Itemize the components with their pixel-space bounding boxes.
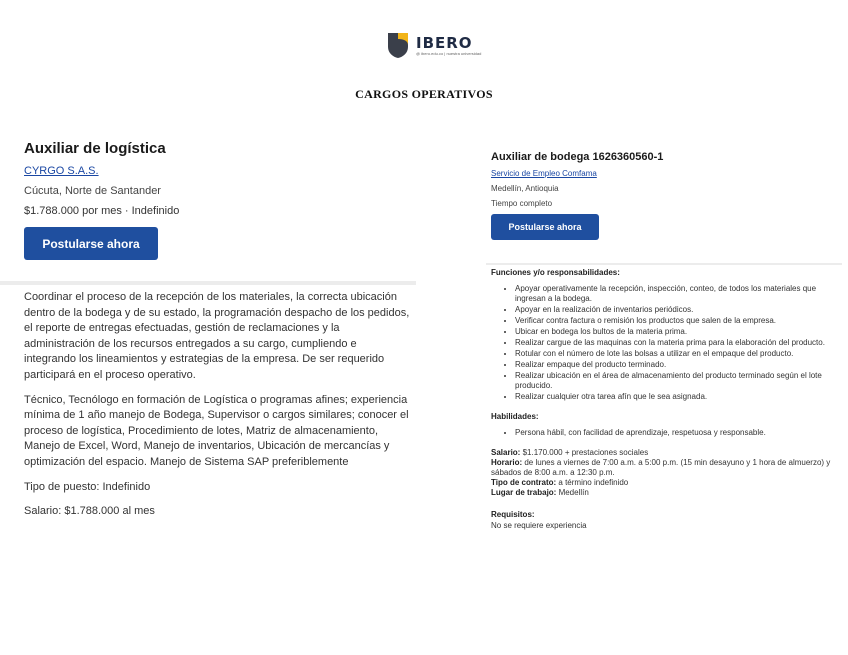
salary-label: Salario: <box>491 448 521 457</box>
salary-line: $1.788.000 por mes · Indefinido <box>24 205 180 217</box>
place-value: Medellín <box>556 488 589 497</box>
job-title: Auxiliar de logística <box>24 140 166 157</box>
list-item: • Apoyar operativamente la recepción, inspección, conteo, de todos los materiales que ingresan a la bodega. <box>515 284 836 304</box>
list-item: • Verificar contra factura o remisión los productos que salen de la empresa. <box>515 316 836 326</box>
job-location: Medellín, Antioquia <box>491 184 559 193</box>
requirements-value: No se requiere experiencia <box>491 521 587 530</box>
job-location: Cúcuta, Norte de Santander <box>24 185 161 197</box>
skills-heading: Habilidades: <box>491 412 539 421</box>
list-item: • Realizar cualquier otra tarea afín que le sea asignada. <box>515 392 836 402</box>
company-link[interactable]: Servicio de Empleo Comfama <box>491 169 597 178</box>
list-item: • Realizar empaque del producto terminado. <box>515 360 836 370</box>
job-card-left <box>24 140 416 260</box>
divider <box>0 281 416 285</box>
contract-label: Tipo de contrato: <box>491 478 557 487</box>
hours-detail <box>491 458 836 478</box>
job-type: Tipo de puesto: Indefinido <box>24 480 151 493</box>
requirements-heading: Requisitos: <box>491 510 535 519</box>
hours-label: Horario: <box>491 458 523 467</box>
hours-value: de lunes a viernes de 7:00 a.m. a 5:00 p.m. (15 min desayuno y 1 hora de almuerzo) y sábados de 8:00 a.m. a 12:30 p.m. <box>491 458 831 477</box>
list-item: • Ubicar en bodega los bultos de la materia prima. <box>515 327 836 337</box>
job-card-right <box>491 151 836 240</box>
salary-detail <box>491 448 836 458</box>
job-details <box>491 448 836 498</box>
salary-text: Salario: $1.788.000 al mes <box>24 505 155 518</box>
list-item: • Realizar cargue de las maquinas con la materia prima para la elaboración del producto. <box>515 338 836 348</box>
job-schedule: Tiempo completo <box>491 199 553 208</box>
brand-subtitle: @ ibero.edu.co | nuestra universidad <box>416 50 482 56</box>
brand-name: IBERO <box>416 33 473 52</box>
apply-button[interactable]: Postularse ahora <box>24 227 158 260</box>
description-paragraph: Coordinar el proceso de la recepción de los materiales, la correcta ubicación dentro de la bodega y de su estado, la programación despacho de los pedidos, el reporte de entregas efectuadas, gestión de reclamaciones y la administración de los recursos entregados a su cargo, cumpliendo e integrando los lineamientos y estrategias de la empresa. De ser requerido participará en el proceso operativo. <box>24 291 410 381</box>
job-title: Auxiliar de bodega 1626360560-1 <box>491 151 664 163</box>
page-title: CARGOS OPERATIVOS <box>355 87 493 101</box>
skills-list <box>491 428 836 438</box>
job-description <box>24 290 410 529</box>
contract-value: a término indefinido <box>556 478 629 487</box>
salary-value: $1.170.000 + prestaciones sociales <box>520 448 649 457</box>
requirements-paragraph: Técnico, Tecnólogo en formación de Logística o programas afines; experiencia mínima de 1 año manejo de Bodega, Supervisor o cargos similares; conocer el proceso de logística, Procedimiento de lotes, Matriz de almacenamiento, Manejo de Excel, Word, Manejo de inventarios, Ubicación de mercancías y optimización del espacio. Manejo de Sistema SAP preferiblemente <box>24 393 409 468</box>
contract-detail <box>491 478 836 488</box>
ibero-logo <box>386 30 481 60</box>
list-item: • Realizar ubicación en el área de almacenamiento del producto terminado según el lote producido. <box>515 371 836 391</box>
ibero-shield-icon <box>386 31 410 59</box>
place-detail <box>491 488 836 498</box>
place-label: Lugar de trabajo: <box>491 488 557 497</box>
list-item: • Persona hábil, con facilidad de aprendizaje, respetuosa y responsable. <box>515 428 836 438</box>
functions-list <box>491 284 836 402</box>
divider <box>486 263 842 265</box>
functions-heading: Funciones y/o responsabilidades: <box>491 268 620 277</box>
job-description <box>491 268 836 531</box>
apply-button[interactable]: Postularse ahora <box>491 214 599 240</box>
list-item: • Rotular con el número de lote las bolsas a utilizar en el empaque del producto. <box>515 349 836 359</box>
company-link[interactable]: CYRGO S.A.S. <box>24 165 99 177</box>
list-item: • Apoyar en la realización de inventarios periódicos. <box>515 305 836 315</box>
